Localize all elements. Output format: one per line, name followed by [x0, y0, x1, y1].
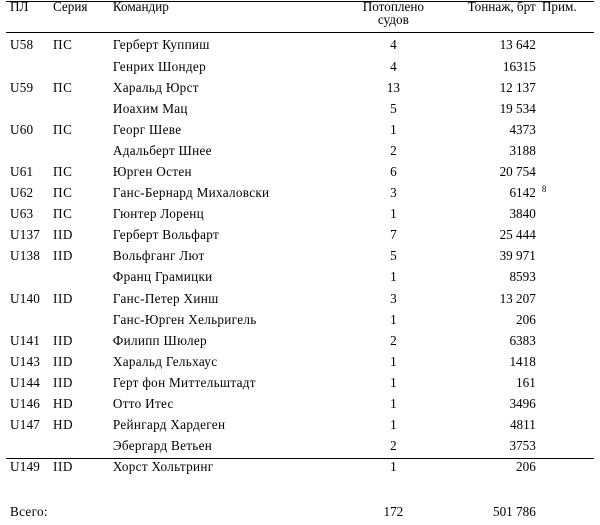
cell-commander-text: Вольфганг Лют	[112, 248, 205, 264]
cell-sunk	[343, 313, 444, 334]
cell-sunk	[343, 207, 444, 228]
cell-commander	[113, 165, 343, 186]
total-row	[0, 499, 600, 525]
table-row	[0, 460, 600, 481]
total-note	[536, 499, 600, 525]
table-row	[0, 60, 600, 81]
header-row-secondary	[0, 13, 600, 26]
cell-series	[53, 186, 113, 207]
header-spacer-notes	[536, 13, 600, 26]
cell-sunk-text: 6	[390, 163, 397, 179]
cell-tonnage	[444, 123, 536, 144]
cell-sunk-text: 1	[390, 459, 397, 475]
header-spacer-series	[53, 13, 113, 26]
cell-boat	[0, 165, 53, 186]
cell-note-text: 8	[541, 184, 547, 195]
table-row	[0, 81, 600, 102]
cell-sunk-text: 5	[390, 100, 397, 116]
cell-series	[53, 292, 113, 313]
table-row	[0, 334, 600, 355]
cell-commander-text: Ганс-Юрген Хельригель	[112, 311, 257, 327]
cell-note	[536, 81, 600, 102]
cell-tonnage-text: 3188	[509, 142, 536, 158]
cell-commander-text: Хорст Хольтринг	[112, 459, 214, 475]
cell-commander	[113, 418, 343, 439]
cell-boat	[0, 376, 53, 397]
cell-sunk-text: 4	[390, 37, 397, 53]
cell-commander	[113, 355, 343, 376]
column-header-sunk-sub: судов	[377, 12, 409, 28]
cell-tonnage-text: 19 534	[499, 100, 536, 116]
cell-tonnage-text: 3840	[509, 206, 536, 222]
cell-commander	[113, 292, 343, 313]
table-row	[0, 228, 600, 249]
cell-sunk	[343, 144, 444, 165]
cell-sunk-text: 2	[390, 142, 397, 158]
cell-sunk-text: 7	[390, 227, 397, 243]
table-row	[0, 165, 600, 186]
cell-series	[53, 313, 113, 334]
cell-tonnage	[444, 376, 536, 397]
cell-tonnage	[444, 334, 536, 355]
cell-sunk	[343, 186, 444, 207]
cell-tonnage	[444, 102, 536, 123]
cell-commander-text: Харальд Юрст	[112, 79, 199, 95]
cell-series-text: ПС	[52, 121, 73, 137]
cell-note	[536, 60, 600, 81]
cell-commander-text: Герберт Куппиш	[112, 37, 210, 53]
cell-tonnage	[444, 60, 536, 81]
cell-tonnage	[444, 81, 536, 102]
cell-note	[536, 439, 600, 460]
cell-commander	[113, 460, 343, 481]
cell-sunk-text: 1	[390, 121, 397, 137]
cell-note	[536, 165, 600, 186]
cell-tonnage-text: 6142	[509, 185, 536, 201]
table-header	[0, 0, 600, 26]
table-row	[0, 397, 600, 418]
cell-boat-text: U144	[10, 374, 41, 390]
cell-boat	[0, 418, 53, 439]
cell-series-text: IID	[52, 353, 74, 369]
table-row	[0, 376, 600, 397]
table-row	[0, 355, 600, 376]
cell-commander-text: Харальд Гельхаус	[112, 353, 218, 369]
cell-tonnage	[444, 397, 536, 418]
cell-note	[536, 186, 600, 207]
cell-sunk	[343, 81, 444, 102]
table-row	[0, 144, 600, 165]
cell-sunk	[343, 270, 444, 291]
cell-sunk	[343, 249, 444, 270]
cell-boat-text: U60	[10, 121, 34, 137]
cell-commander	[113, 397, 343, 418]
cell-sunk-text: 1	[390, 374, 397, 390]
cell-series	[53, 60, 113, 81]
cell-series	[53, 418, 113, 439]
cell-note	[536, 123, 600, 144]
cell-series	[53, 397, 113, 418]
table-row	[0, 313, 600, 334]
cell-boat-text: U62	[10, 185, 34, 201]
cell-series	[53, 207, 113, 228]
cell-series	[53, 81, 113, 102]
header-row-primary	[0, 0, 600, 13]
cell-boat	[0, 334, 53, 355]
cell-sunk-text: 1	[390, 353, 397, 369]
table-row	[0, 207, 600, 228]
cell-tonnage-text: 206	[516, 311, 536, 327]
table-body	[0, 26, 600, 481]
cell-commander	[113, 102, 343, 123]
cell-sunk-text: 4	[390, 58, 397, 74]
table-row	[0, 439, 600, 460]
cell-tonnage-text: 12 137	[499, 79, 536, 95]
header-spacer-cmdr	[113, 13, 343, 26]
cell-commander	[113, 123, 343, 144]
cell-note	[536, 418, 600, 439]
column-header-sunk: Потоплено	[362, 0, 424, 14]
cell-commander	[113, 207, 343, 228]
cell-commander	[113, 38, 343, 59]
cell-sunk-text: 3	[390, 290, 397, 306]
table-row	[0, 249, 600, 270]
cell-sunk	[343, 102, 444, 123]
cell-note	[536, 207, 600, 228]
cell-sunk-text: 1	[390, 417, 397, 433]
cell-boat	[0, 81, 53, 102]
cell-sunk-text: 3	[390, 185, 397, 201]
cell-commander	[113, 186, 343, 207]
cell-sunk-text: 1	[390, 311, 397, 327]
table-footer	[0, 481, 600, 525]
cell-tonnage	[444, 144, 536, 165]
cell-series	[53, 334, 113, 355]
cell-commander-text: Эбергард Ветьен	[112, 438, 213, 454]
cell-tonnage-text: 39 971	[499, 248, 536, 264]
cell-boat-text: U58	[10, 37, 34, 53]
cell-tonnage-text: 161	[516, 374, 536, 390]
cell-series	[53, 355, 113, 376]
total-gap	[0, 481, 600, 499]
cell-boat-text: U61	[10, 163, 34, 179]
cell-sunk	[343, 334, 444, 355]
cell-boat-text: U147	[10, 417, 41, 433]
cell-series-text: ПС	[52, 163, 73, 179]
cell-tonnage-text: 6383	[509, 332, 536, 348]
cell-series	[53, 228, 113, 249]
cell-sunk-text: 5	[390, 248, 397, 264]
cell-sunk-text: 1	[390, 269, 397, 285]
cell-series	[53, 439, 113, 460]
cell-note	[536, 355, 600, 376]
cell-commander	[113, 439, 343, 460]
cell-tonnage	[444, 38, 536, 59]
cell-tonnage-text: 20 754	[499, 163, 536, 179]
total-gap-cell	[0, 481, 600, 499]
cell-series-text: ПС	[52, 37, 73, 53]
total-sunk: 172	[383, 504, 404, 520]
cell-sunk	[343, 418, 444, 439]
cell-tonnage	[444, 165, 536, 186]
cell-series-text: IID	[52, 332, 74, 348]
cell-note	[536, 144, 600, 165]
cell-sunk	[343, 376, 444, 397]
cell-boat	[0, 313, 53, 334]
cell-tonnage-text: 206	[516, 459, 536, 475]
cell-note	[536, 334, 600, 355]
cell-tonnage-text: 4811	[509, 417, 536, 433]
cell-boat	[0, 249, 53, 270]
cell-tonnage	[444, 207, 536, 228]
cell-tonnage-text: 25 444	[499, 227, 536, 243]
cell-commander	[113, 144, 343, 165]
cell-note	[536, 376, 600, 397]
cell-tonnage	[444, 249, 536, 270]
cell-commander-text: Герт фон Миттельштадт	[112, 374, 256, 390]
cell-sunk	[343, 228, 444, 249]
cell-tonnage-text: 3496	[509, 396, 536, 411]
cell-series	[53, 270, 113, 291]
table-row	[0, 102, 600, 123]
cell-commander	[113, 249, 343, 270]
cell-note	[536, 313, 600, 334]
cell-sunk-text: 1	[390, 206, 397, 222]
header-spacer-boat	[0, 13, 53, 26]
cell-series-text: IID	[52, 248, 74, 264]
cell-note	[536, 292, 600, 313]
cell-tonnage-text: 1418	[509, 353, 536, 369]
table-row	[0, 270, 600, 291]
cell-boat-text: U140	[10, 290, 41, 306]
cell-sunk	[343, 439, 444, 460]
cell-note	[536, 249, 600, 270]
cell-series-text: IID	[52, 374, 74, 390]
cell-series	[53, 249, 113, 270]
cell-boat	[0, 439, 53, 460]
total-label: Всего:	[10, 504, 48, 520]
cell-series-text: ПС	[52, 79, 73, 95]
cell-boat	[0, 207, 53, 228]
cell-commander-text: Ганс-Петер Хинш	[112, 290, 219, 306]
cell-commander-text: Гюнтер Лоренц	[112, 206, 204, 222]
cell-boat	[0, 292, 53, 313]
cell-note	[536, 228, 600, 249]
cell-series-text: ПС	[52, 185, 73, 201]
cell-commander-text: Филипп Шюлер	[112, 332, 207, 348]
table-row	[0, 38, 600, 59]
cell-series-text: ПС	[52, 206, 73, 222]
cell-boat	[0, 38, 53, 59]
cell-series	[53, 460, 113, 481]
cell-boat	[0, 144, 53, 165]
cell-boat-text: U143	[10, 353, 41, 369]
cell-series-text: HD	[52, 396, 74, 411]
cell-sunk	[343, 397, 444, 418]
cell-sunk-text: 13	[386, 79, 400, 95]
cell-commander	[113, 376, 343, 397]
total-tonnage: 501 786	[492, 504, 536, 520]
cell-sunk-text: 1	[390, 396, 397, 411]
cell-tonnage	[444, 270, 536, 291]
cell-series	[53, 165, 113, 186]
cell-tonnage-text: 13 642	[499, 37, 536, 53]
cell-boat	[0, 102, 53, 123]
cell-boat-text: U59	[10, 79, 34, 95]
cell-commander-text: Юрген Остен	[112, 163, 192, 179]
cell-boat	[0, 123, 53, 144]
cell-series	[53, 376, 113, 397]
cell-boat	[0, 60, 53, 81]
cell-boat	[0, 228, 53, 249]
cell-commander	[113, 228, 343, 249]
cell-sunk	[343, 38, 444, 59]
cell-boat	[0, 355, 53, 376]
cell-tonnage-text: 4373	[509, 121, 536, 137]
cell-boat	[0, 186, 53, 207]
cell-series-text: IID	[52, 227, 74, 243]
cell-tonnage	[444, 418, 536, 439]
cell-note	[536, 38, 600, 59]
cell-commander-text: Герберт Вольфарт	[112, 227, 220, 243]
cell-note	[536, 460, 600, 481]
cell-note	[536, 397, 600, 418]
table-row	[0, 123, 600, 144]
cell-tonnage	[444, 439, 536, 460]
table-row	[0, 418, 600, 439]
cell-commander-text: Ганс-Бернард Михаловски	[112, 185, 270, 201]
cell-sunk-text: 2	[390, 332, 397, 348]
column-header-tonnage: Тоннаж, брт	[467, 0, 536, 14]
cell-commander-text: Иоахим Мац	[112, 100, 188, 116]
cell-sunk	[343, 460, 444, 481]
cell-tonnage	[444, 186, 536, 207]
cell-series	[53, 102, 113, 123]
cell-tonnage	[444, 460, 536, 481]
cell-commander	[113, 334, 343, 355]
cell-commander	[113, 270, 343, 291]
cell-tonnage	[444, 292, 536, 313]
cell-series-text: HD	[52, 417, 74, 433]
cell-boat-text: U138	[10, 248, 41, 264]
cell-series	[53, 123, 113, 144]
cell-boat-text: U63	[10, 206, 34, 222]
cell-note	[536, 102, 600, 123]
column-header-notes: Прим.	[541, 0, 577, 14]
cell-tonnage-text: 3753	[509, 438, 536, 454]
cell-commander-text: Рейнгард Хардеген	[112, 417, 226, 433]
cell-tonnage	[444, 313, 536, 334]
cell-sunk-text: 2	[390, 438, 397, 454]
cell-series-text: IID	[52, 459, 74, 475]
cell-sunk	[343, 60, 444, 81]
header-spacer-tons	[444, 13, 536, 26]
cell-commander-text: Франц Грамицки	[112, 269, 213, 285]
cell-commander	[113, 60, 343, 81]
table-row	[0, 186, 600, 207]
cell-tonnage-text: 8593	[509, 269, 536, 285]
cell-boat-text: U141	[10, 332, 41, 348]
cell-boat	[0, 460, 53, 481]
cell-series-text: IID	[52, 290, 74, 306]
cell-sunk	[343, 123, 444, 144]
cell-tonnage	[444, 228, 536, 249]
cell-commander-text: Отто Итес	[112, 396, 174, 411]
cell-tonnage-text: 13 207	[499, 290, 536, 306]
cell-series	[53, 144, 113, 165]
cell-boat	[0, 397, 53, 418]
cell-commander	[113, 81, 343, 102]
cell-boat	[0, 270, 53, 291]
column-header-series: Серия	[52, 0, 88, 14]
cell-note	[536, 270, 600, 291]
cell-boat-text: U149	[10, 459, 41, 475]
cell-commander-text: Георг Шеве	[112, 121, 182, 137]
cell-sunk	[343, 165, 444, 186]
cell-tonnage	[444, 355, 536, 376]
cell-boat-text: U137	[10, 227, 41, 243]
cell-sunk	[343, 292, 444, 313]
table-row	[0, 292, 600, 313]
cell-commander	[113, 313, 343, 334]
cell-series	[53, 38, 113, 59]
column-header-commander: Командир	[112, 0, 169, 14]
cell-commander-text: Адальберт Шнее	[112, 142, 212, 158]
cell-tonnage-text: 16315	[502, 58, 536, 74]
cell-commander-text: Генрих Шондер	[112, 58, 206, 74]
cell-boat-text: U146	[10, 396, 41, 411]
cell-sunk	[343, 355, 444, 376]
column-header-boat: ПЛ	[10, 0, 29, 14]
